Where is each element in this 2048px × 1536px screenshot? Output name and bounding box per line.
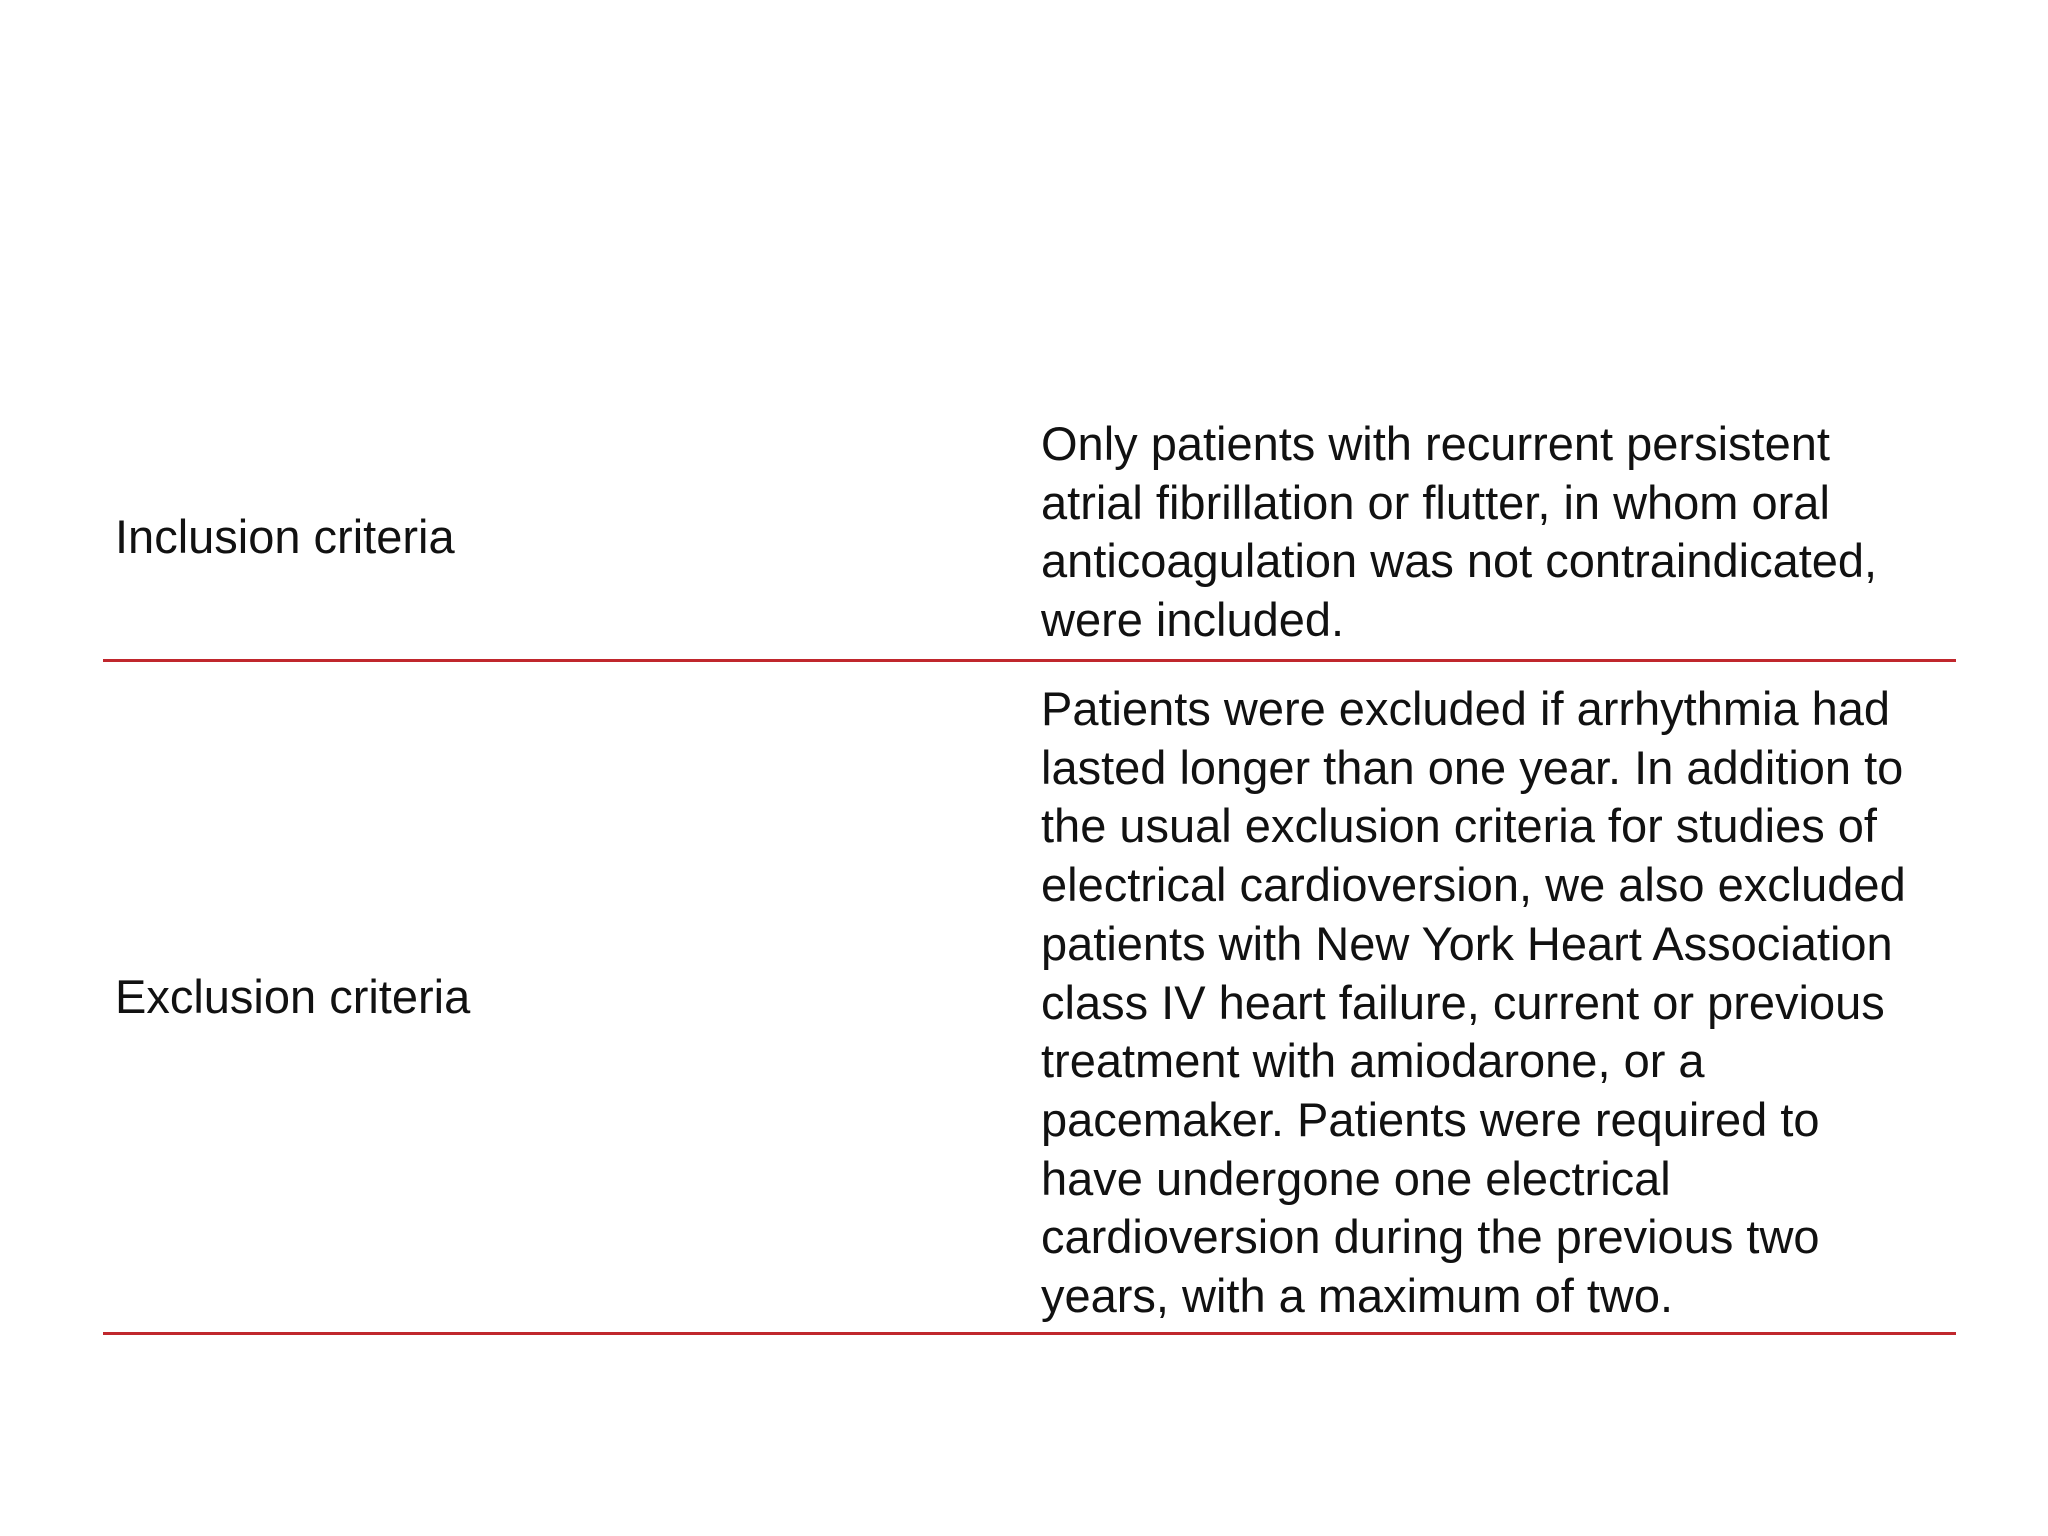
criteria-table [103,415,1956,1335]
exclusion-criteria-label: Exclusion criteria [115,970,471,1023]
exclusion-criteria-text: Patients were excluded if arrhythmia had lasted longer than one year. In addition to the usual exclusion criteria for studies of electrical cardioversion, we also excluded patients with New York Heart Association class IV heart failure, current or previous treatment with amiodarone, or a pacemaker. Patients were required to have undergone one electrical cardioversion during the previous two years, with a maximum of two. [1041,682,1906,1323]
inclusion-criteria-label: Inclusion criteria [115,510,455,563]
exclusion-criteria-row [103,662,1956,1335]
inclusion-criteria-text: Only patients with recurrent persistent atrial fibrillation or flutter, in whom oral anticoagulation was not contraindicated, were included. [1041,417,1878,647]
inclusion-criteria-row [103,415,1956,662]
